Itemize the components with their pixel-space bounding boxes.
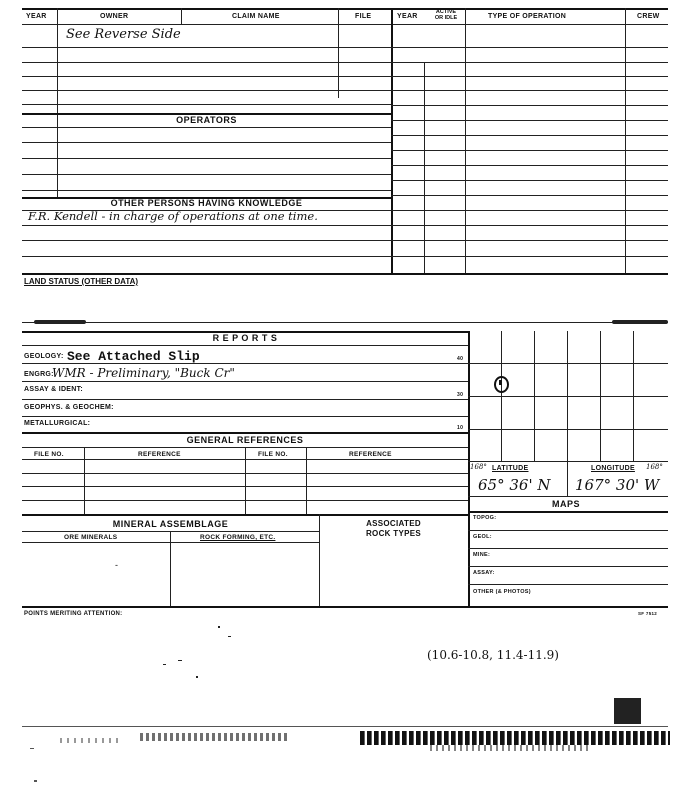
operators-row-rule <box>22 174 391 175</box>
grid-row-rule <box>468 429 668 430</box>
form-number: SF 7512 <box>638 611 658 616</box>
reports-row-rule <box>22 363 468 364</box>
file-column-rule <box>338 8 339 98</box>
claims-entry: See Reverse Side <box>66 27 181 42</box>
longitude-suffix: 168° <box>646 463 663 471</box>
scan-speck <box>30 748 34 749</box>
other-persons-row-rule <box>22 240 391 241</box>
geophys-geochem-label: GEOPHYS. & GEOCHEM: <box>24 404 114 411</box>
geol-label: GEOL: <box>473 534 492 540</box>
mineral-assemblage-column-rule <box>319 514 320 606</box>
ops-row-rule <box>391 105 668 106</box>
engrg-value: WMR - Preliminary, "Buck Cr" <box>52 366 235 380</box>
row-number-10: 10 <box>457 425 464 431</box>
ops-row-rule <box>391 76 668 77</box>
ops-row-rule <box>391 120 668 121</box>
scan-noise <box>140 733 290 741</box>
file-no-header: FILE NO. <box>258 451 288 458</box>
general-references-bottom-rule <box>22 514 468 516</box>
year-column-rule <box>57 8 58 198</box>
type-of-operation-header: TYPE OF OPERATION <box>488 13 567 20</box>
mineral-assemblage-title: MINERAL ASSEMBLAGE <box>112 519 229 529</box>
maps-title: MAPS <box>552 499 581 509</box>
scan-speck <box>228 636 231 637</box>
scan-speck <box>196 676 198 678</box>
owner-column-rule <box>181 8 182 24</box>
maps-title-rule <box>468 511 668 513</box>
active-idle-header <box>424 9 468 21</box>
latitude-label: LATITUDE <box>492 465 529 472</box>
operators-row-rule <box>22 158 391 159</box>
scan-noise <box>60 738 120 743</box>
row-number-40: 40 <box>457 356 464 362</box>
mineral-assemblage-column-rule <box>170 531 171 606</box>
lat-lon-divider <box>567 461 568 496</box>
other-persons-title: OTHER PERSONS HAVING KNOWLEDGE <box>110 198 303 208</box>
points-top-rule <box>22 606 668 608</box>
operators-row-rule <box>22 127 391 128</box>
owner-header: OWNER <box>100 13 129 20</box>
geology-value: See Attached Slip <box>67 349 200 364</box>
engrg-label: ENGRG: <box>24 371 54 378</box>
header-rule <box>22 24 668 25</box>
claims-row-rule <box>22 62 391 63</box>
reports-row-rule <box>22 399 468 400</box>
reports-bottom-rule <box>22 432 468 434</box>
latitude-value: 65° 36' N <box>478 476 551 494</box>
scan-speck <box>178 660 182 661</box>
ops-row-rule <box>391 240 668 241</box>
scan-smudge <box>612 320 668 324</box>
file-header: FILE <box>355 13 372 20</box>
other-persons-entry: F.R. Kendell - in charge of operations at one time. <box>28 209 318 223</box>
scan-smudge <box>34 320 86 324</box>
grid-row-rule <box>468 396 668 397</box>
other-persons-row-rule <box>22 225 391 226</box>
ore-mineral-dash: - <box>115 560 118 570</box>
general-references-column-rule <box>306 447 307 515</box>
rock-forming-header: ROCK FORMING, ETC. <box>200 534 276 541</box>
mine-label: MINE: <box>473 552 491 558</box>
ops-row-rule <box>391 47 668 48</box>
associated-header: ASSOCIATED <box>366 519 421 528</box>
maps-row-rule <box>468 566 668 567</box>
ops-row-rule <box>391 165 668 166</box>
geology-label: GEOLOGY: <box>24 353 64 360</box>
top-section-bottom-rule <box>22 273 668 275</box>
operators-title: OPERATORS <box>176 115 237 125</box>
longitude-value: 167° 30' W <box>575 476 660 494</box>
points-meriting-label: POINTS MERITING ATTENTION: <box>24 611 123 617</box>
claim-name-header: CLAIM NAME <box>232 13 280 20</box>
maps-row-rule <box>468 584 668 585</box>
ops-row-rule <box>391 195 668 196</box>
grid-row-rule <box>468 363 668 364</box>
reports-top-rule <box>22 322 668 323</box>
reference-header: REFERENCE <box>349 451 392 458</box>
year-header: YEAR <box>26 13 47 20</box>
ops-row-rule <box>391 256 668 257</box>
ore-minerals-header: ORE MINERALS <box>64 534 118 541</box>
metallurgical-label: METALLURGICAL: <box>24 420 91 427</box>
operators-row-rule <box>22 142 391 143</box>
reference-header: REFERENCE <box>138 451 181 458</box>
reports-row-rule <box>22 345 468 346</box>
general-references-column-rule <box>245 447 246 515</box>
reports-row-rule <box>22 416 468 417</box>
general-references-column-rule <box>84 447 85 515</box>
claims-row-rule <box>22 104 391 105</box>
scan-noise <box>430 745 590 751</box>
location-marker-dot <box>499 380 502 385</box>
top-border <box>22 8 668 10</box>
crew-header: CREW <box>637 13 660 20</box>
active-header: ACTIVE <box>435 9 457 15</box>
idle-header: OR IDLE <box>434 15 458 21</box>
claims-row-rule <box>22 47 391 48</box>
points-note: (10.6-10.8, 11.4-11.9) <box>427 648 559 662</box>
assay-ident-label: ASSAY & IDENT: <box>24 386 84 393</box>
topog-label: TOPOG: <box>473 515 497 521</box>
other-persons-row-rule <box>22 256 391 257</box>
ops-year-rule <box>424 62 425 274</box>
reports-row-rule <box>22 381 468 382</box>
maps-row-rule <box>468 530 668 531</box>
operators-row-rule <box>22 190 391 191</box>
ops-row-rule <box>391 135 668 136</box>
grid-row-rule <box>468 461 668 462</box>
scan-speck <box>34 780 37 782</box>
reports-title: R E P O R T S <box>212 333 278 343</box>
scan-black-block <box>614 698 641 724</box>
longitude-label: LONGITUDE <box>591 465 635 472</box>
other-photos-label: OTHER (& PHOTOS) <box>473 589 531 595</box>
ops-row-rule <box>391 150 668 151</box>
land-status-title: LAND STATUS (OTHER DATA) <box>24 277 139 286</box>
row-number-30: 30 <box>457 392 464 398</box>
scan-speck <box>218 626 220 628</box>
rock-types-header: ROCK TYPES <box>365 529 421 538</box>
file-no-header: FILE NO. <box>34 451 64 458</box>
ops-row-rule <box>391 62 668 63</box>
ops-row-rule <box>391 210 668 211</box>
latitude-prefix: 168° <box>470 463 487 471</box>
assay-map-label: ASSAY: <box>473 570 495 576</box>
scan-noise <box>360 731 670 745</box>
scan-speck <box>163 664 166 665</box>
scan-noise-line <box>22 726 668 727</box>
ops-row-rule <box>391 180 668 181</box>
general-references-title: GENERAL REFERENCES <box>186 435 304 445</box>
claims-row-rule <box>22 90 391 91</box>
maps-top-rule <box>468 496 668 497</box>
ops-row-rule <box>391 90 668 91</box>
ops-row-rule <box>391 225 668 226</box>
claims-row-rule <box>22 76 391 77</box>
ops-year-header: YEAR <box>397 13 418 20</box>
maps-row-rule <box>468 548 668 549</box>
